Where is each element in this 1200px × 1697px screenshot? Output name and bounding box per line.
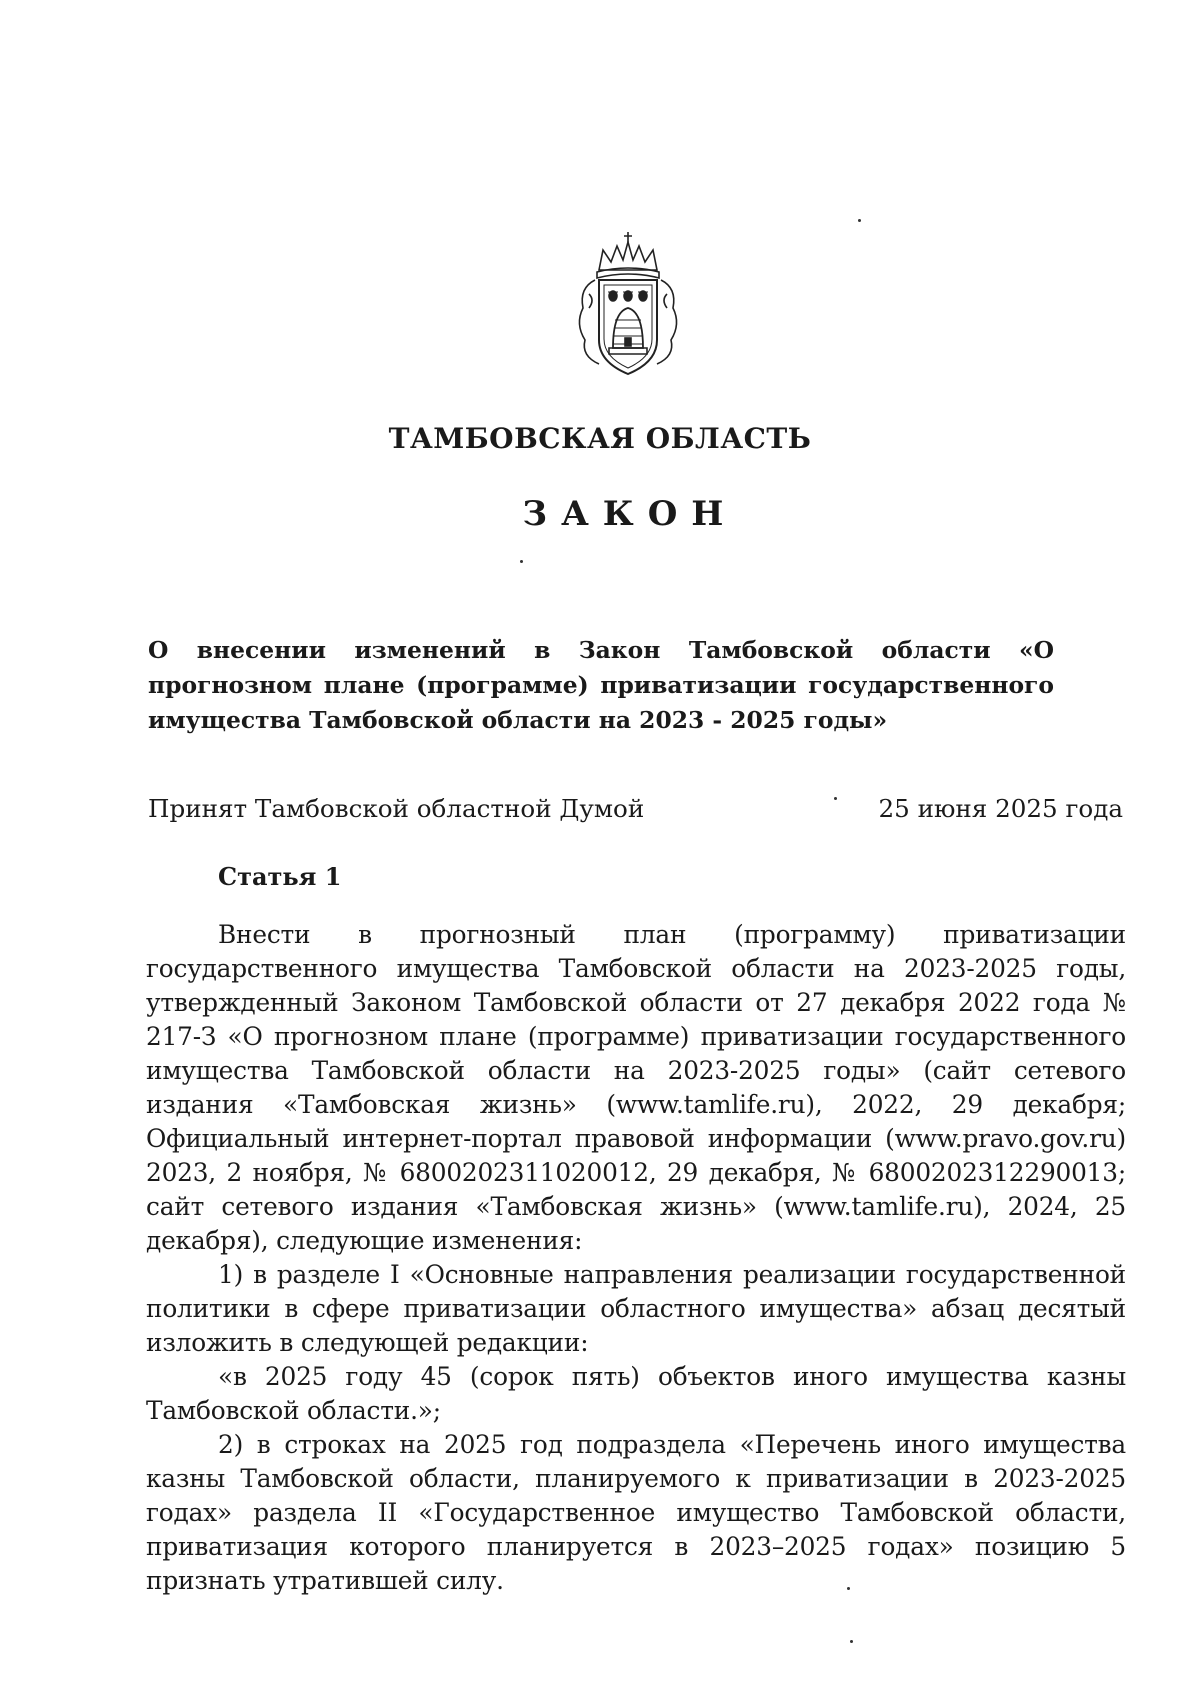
scan-speck xyxy=(858,219,861,222)
scan-speck xyxy=(520,560,523,563)
article-paragraph: «в 2025 году 45 (сорок пять) объектов иного имущества казны Тамбовской области.»; xyxy=(146,1362,1126,1425)
adoption-line xyxy=(148,792,1123,826)
article-paragraph: Внести в прогнозный план (программу) приватизации государственного имущества Тамбовской области на 2023-2025 годы, утвержденный Законом Тамбовской области от 27 декабря 2022 года № 217-З «О прогнозном плане (программе) приватизации государственного имущества Тамбовской области на 2023-2025 годы» (сайт сетевого издания «Тамбовская жизнь» (www.tamlife.ru), 2022, 29 декабря; Официальный интернет-портал правовой информации (www.pravo.gov.ru) 2023, 2 ноября, № 6800202311020012, 29 декабря, № 6800202312290013; сайт сетевого издания «Тамбовская жизнь» (www.tamlife.ru), 2024, 25 декабря), следующие изменения: xyxy=(146,920,1126,1255)
adoption-date: 25 июня 2025 года xyxy=(878,794,1123,823)
article-paragraph: 1) в разделе I «Основные направления реализации государственной политики в сфере приватизации областного имущества» абзац десятый изложить в следующей редакции: xyxy=(146,1260,1126,1357)
article-body xyxy=(146,918,1126,1598)
article-paragraph: 2) в строках на 2025 год подраздела «Перечень иного имущества казны Тамбовской области, планируемого к приватизации в 2023-2025 годах» раздела II «Государственное имущество Тамбовской области, приватизация которого планируется в 2023–2025 годах» позицию 5 признать утратившей силу. xyxy=(146,1430,1126,1595)
document-type: ЗАКОН xyxy=(522,494,738,534)
region-name: ТАМБОВСКАЯ ОБЛАСТЬ xyxy=(388,422,812,455)
scan-speck xyxy=(847,1587,850,1590)
scan-speck xyxy=(850,1640,853,1643)
article-heading: Статья 1 xyxy=(218,862,342,891)
coat-of-arms-icon xyxy=(565,228,691,380)
scan-speck xyxy=(834,797,837,800)
adopted-by: Принят Тамбовской областной Думой xyxy=(148,794,645,823)
law-title: О внесении изменений в Закон Тамбовской области «О прогнозном плане (программе) приватизации государственного имущества Тамбовской области на 2023 - 2025 годы» xyxy=(148,636,1054,734)
